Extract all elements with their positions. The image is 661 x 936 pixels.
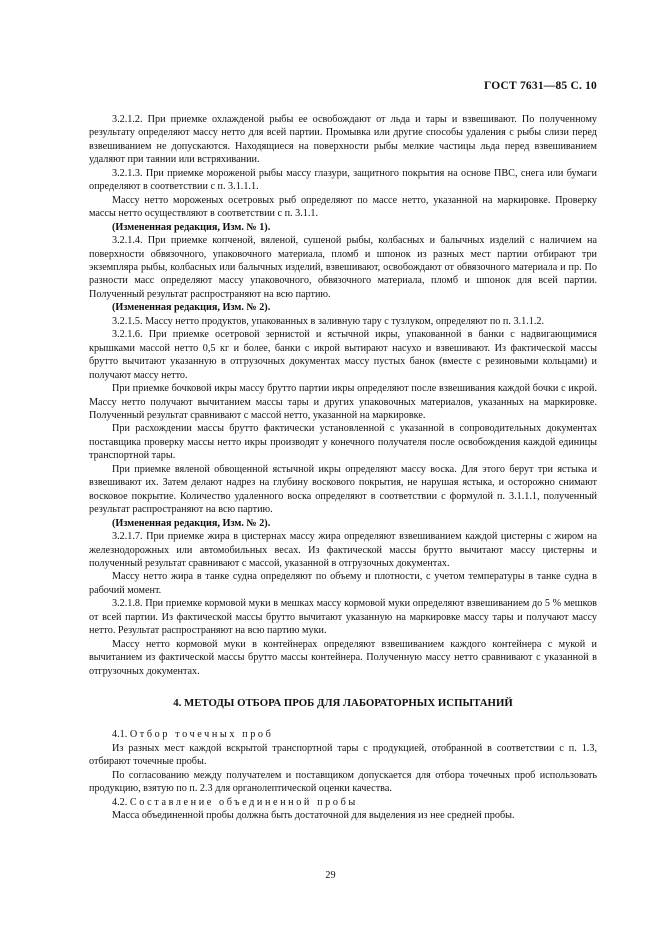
paragraph-tank-fat: Массу нетто жира в танке судна определяют по объему и плотности, с учетом температуры в танке судна в рабочий момент. (89, 571, 597, 596)
paragraph-3-2-1-6: 3.2.1.6. При приемке осетровой зернистой и ястычной икры, упакованной в банки с надвигающимися крышками массой нетто 0,5 кг и более, банки с икрой вытирают насухо и взвешивают. Из фактической массы брутто вычитают указанную в отгрузочных документах массу пустых банок (вместе с резиновыми кольцами) и получают массу нетто. (89, 329, 597, 381)
amendment-note-1: (Измененная редакция, Изм. № 1). (112, 221, 271, 233)
paragraph-4-2-combined-sample: Масса объединенной пробы должна быть достаточной для выделения из нее средней пробы. (112, 810, 515, 822)
page-content (89, 113, 597, 823)
subsection-4-1-heading (89, 728, 597, 741)
subsection-4-1-number: 4.1. (112, 729, 128, 741)
page-number: 29 (325, 870, 336, 881)
paragraph-4-1-agreement: По согласованию между получателем и поставщиком допускается для отбора точечных проб использовать продукцию, взятую по п. 2.3 для органолептической оценки качества. (89, 769, 597, 795)
paragraph-3-2-1-5: 3.2.1.5. Массу нетто продуктов, упакованных в заливную тару с тузлуком, определяют по п. 3.1.1.2. (112, 315, 545, 327)
paragraph-3-2-1-4: 3.2.1.4. При приемке копченой, вяленой, сушеной рыбы, колбасных и балычных изделий с наличием на поверхности обвязочного, упаковочного материала, пломб и шпонок из разных мест партии отбирают три экземпляра рыбы, колбасных или балычных изделий, взвешивают, освобождают от обвязочного материала и пр. По разности масс определяют массу упаковочного, обвязочного материала, пломб и шпонок для всей партии. Полученный результат распространяют на всю партию. (89, 235, 597, 300)
paragraph-3-2-1-7: 3.2.1.7. При приемке жира в цистернах массу жира определяют взвешиванием каждой цистерны с жиром на железнодорожных или автомобильных весах. Из фактической массы брутто вычитают массу цистерны и полученный результат сравнивают с массой, указанной в отгрузочных документах. (89, 531, 597, 569)
paragraph-container-meal: Массу нетто кормовой муки в контейнерах определяют взвешиванием каждого контейнера с мукой и вычитанием из фактической массы брутто массы контейнера. Полученную массу нетто сравнивают с указанной в отгрузочных документах. (89, 638, 597, 677)
section-4-title: 4. МЕТОДЫ ОТБОРА ПРОБ ДЛЯ ЛАБОРАТОРНЫХ ИСПЫТАНИЙ (173, 697, 513, 710)
subsection-4-2-title: Составление объединенной пробы (129, 796, 358, 808)
paragraph-mass-discrepancy: При расхождении массы брутто фактически установленной с указанной в сопроводительных документах поставщика проверку массы нетто икры производят у конечного получателя после освобождения каждой единицы транспортной тары. (89, 423, 597, 462)
page-header: ГОСТ 7631—85 С. 10 (484, 80, 597, 92)
paragraph-3-2-1-3: 3.2.1.3. При приемке мороженой рыбы массу глазури, защитного покрытия на основе ПВС, снега или бумаги определяют в соответствии с п. 3.1.1.1. (89, 167, 597, 193)
paragraph-4-1-spot-samples: Из разных мест каждой вскрытой транспортной тары с продукцией, отобранной в соответствии с п. 1.3, отбирают точечные пробы. (89, 742, 597, 768)
amendment-note-2: (Измененная редакция, Изм. № 2). (112, 302, 271, 314)
amendment-note-3: (Измененная редакция, Изм. № 2). (112, 517, 271, 529)
subsection-4-2-heading (89, 796, 597, 809)
subsection-4-2-number: 4.2. (112, 796, 128, 808)
paragraph-3-2-1-8: 3.2.1.8. При приемке кормовой муки в мешках массу кормовой муки определяют взвешиванием до 5 % мешков от всей партии. Из фактической массы брутто вычитают указанную на маркировке массу тары и получают массу нетто. Результат распространяют на всю партию муки. (89, 598, 597, 637)
paragraph-frozen-sturgeon: Массу нетто мороженых осетровых рыб определяют по массе нетто, указанной на маркировке. Проверку массы нетто осуществляют в соответствии с п. 3.1.1. (89, 194, 597, 220)
paragraph-3-2-1-2: 3.2.1.2. При приемке охлажденой рыбы ее освобождают от льда и тары и взвешивают. По полученному результату определяют массу нетто для всей партии. Промывка или другие способы удаления с рыбы слизи перед взвешиванием не допускаются. Находящиеся на поверхности рыбы мелкие частицы льда перед взвешиванием удаляют при таянии или встряхивании. (89, 114, 597, 166)
paragraph-barrel-caviar: При приемке бочковой икры массу брутто партии икры определяют после взвешивания каждой бочки с икрой. Массу нетто получают вычитанием массы тары и других упаковочных материалов, указанных на маркировке. Полученный результат сравнивают с массой нетто, указанной на маркировке. (89, 383, 597, 421)
paragraph-waxed-caviar: При приемке вяленой обвощенной ястычной икры определяют массу воска. Для этого берут три ястыка и взвешивают их. Затем делают надрез на глубину воскового покрытия, не нарушая ястыка, и осторожно снимают восковое покрытие. Количество удаленного воска определяют в соответствии с формулой п. 3.1.1.1, полученный результат распространяют на всю партию. (89, 463, 597, 516)
subsection-4-1-title: Отбор точечных проб (129, 729, 274, 741)
